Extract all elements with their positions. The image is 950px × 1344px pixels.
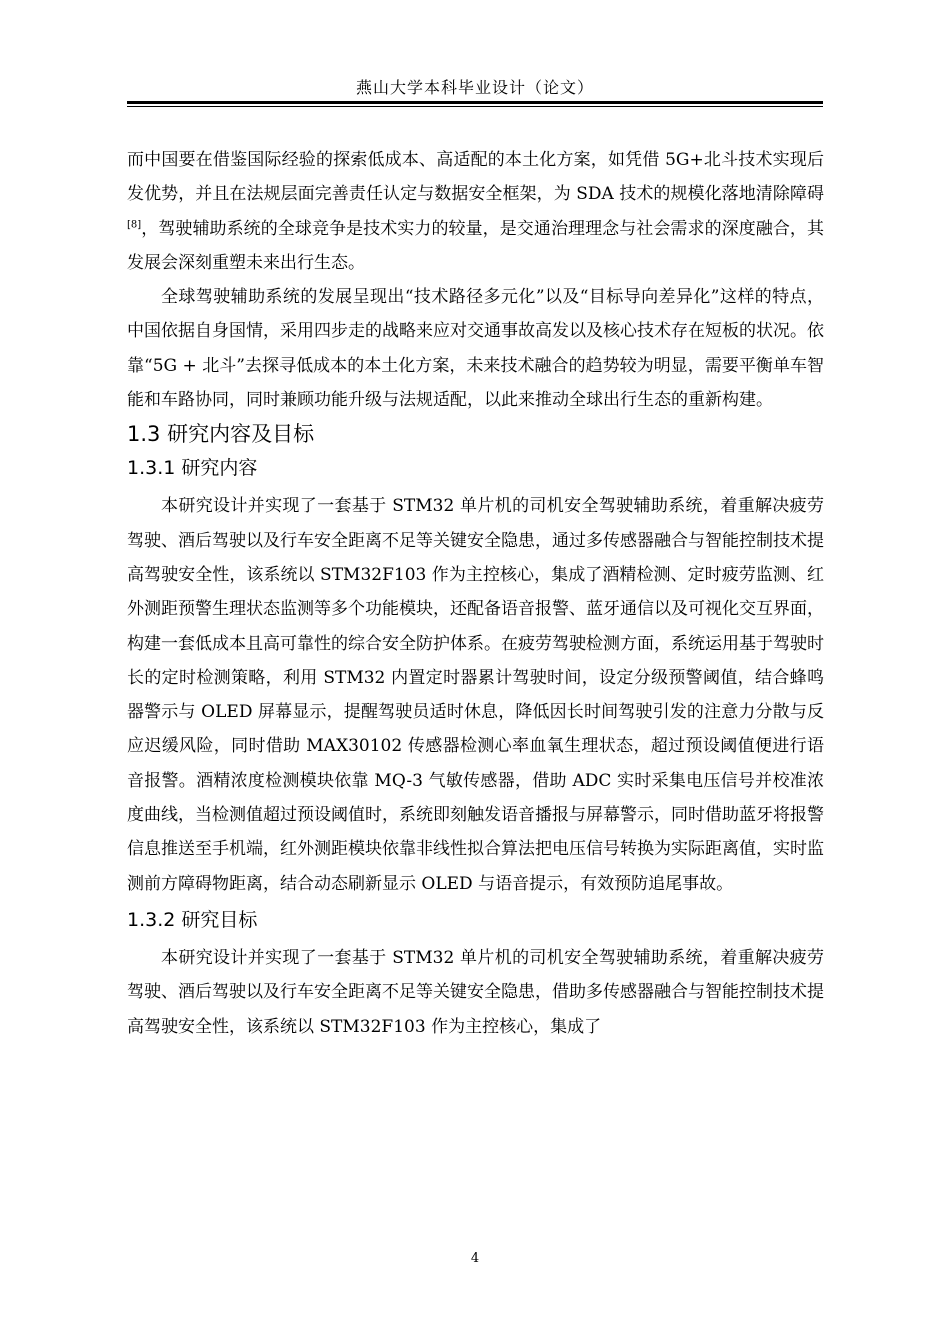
header-rule-thin xyxy=(127,106,823,107)
paragraph-1-text: 而中国要在借鉴国际经验的探索低成本、高适配的本土化方案，如凭借 5G+北斗技术实现后发优势，并且在法规层面完善责任认定与数据安全框架，为 SDA 技术的规模化落地清除障碍 xyxy=(127,150,824,205)
page-body xyxy=(127,143,824,1044)
citation-ref: [8] xyxy=(127,218,142,230)
paragraph-2: 全球驾驶辅助系统的发展呈现出“技术路径多元化”以及“目标导向差异化”这样的特点，中国依据自身国情，采用四步走的战略来应对交通事故高发以及核心技术存在短板的状况。依靠“5G + 北斗”去探寻低成本的本土化方案，未来技术融合的趋势较为明显，需要平衡单车智能和车路协同，同时兼顾功能升级与法规适配，以此来推动全球出行生态的重新构建。 xyxy=(127,287,824,411)
paragraph-1-text-cont: ，驾驶辅助系统的全球竞争是技术实力的较量，是交通治理理念与社会需求的深度融合，其发展会深刻重塑未来出行生态。 xyxy=(127,218,824,273)
page-number: 4 xyxy=(470,1251,480,1266)
paragraph-4: 本研究设计并实现了一套基于 STM32 单片机的司机安全驾驶辅助系统，着重解决疲劳驾驶、酒后驾驶以及行车安全距离不足等关键安全隐患，借助多传感器融合与智能控制技术提高驾驶安全性，该系统以 STM32F103 作为主控核心，集成了 xyxy=(127,947,824,1037)
running-header: 燕山大学本科毕业设计（论文） xyxy=(355,78,594,97)
section-heading-1-3-2: 1.3.2 研究目标 xyxy=(127,908,258,931)
header-rule-thick xyxy=(127,101,823,104)
section-heading-1-3: 1.3 研究内容及目标 xyxy=(127,422,315,447)
paragraph-1 xyxy=(127,143,824,280)
section-heading-1-3-1: 1.3.1 研究内容 xyxy=(127,457,258,480)
paragraph-3: 本研究设计并实现了一套基于 STM32 单片机的司机安全驾驶辅助系统，着重解决疲劳驾驶、酒后驾驶以及行车安全距离不足等关键安全隐患，通过多传感器融合与智能控制技术提高驾驶安全性，该系统以 STM32F103 作为主控核心，集成了酒精检测、定时疲劳监测、红外测距预警生理状态监测等多个功能模块，还配备语音报警、蓝牙通信以及可视化交互界面，构建一套低成本且高可靠性的综合安全防护体系。在疲劳驾驶检测方面，系统运用基于驾驶时长的定时检测策略，利用 STM32 内置定时器累计驾驶时间，设定分级预警阈值，结合蜂鸣器警示与 OLED 屏幕显示，提醒驾驶员适时休息，降低因长时间驾驶引发的注意力分散与反应迟缓风险，同时借助 MAX30102 传感器检测心率血氧生理状态，超过预设阈值便进行语音报警。酒精浓度检测模块依靠 MQ-3 气敏传感器，借助 ADC 实时采集电压信号并校准浓度曲线，当检测值超过预设阈值时，系统即刻触发语音播报与屏幕警示，同时借助蓝牙将报警信息推送至手机端，红外测距模块依靠非线性拟合算法把电压信号转换为实际距离值，实时监测前方障碍物距离，结合动态刷新显示 OLED 与语音提示，有效预防追尾事故。 xyxy=(127,496,824,894)
